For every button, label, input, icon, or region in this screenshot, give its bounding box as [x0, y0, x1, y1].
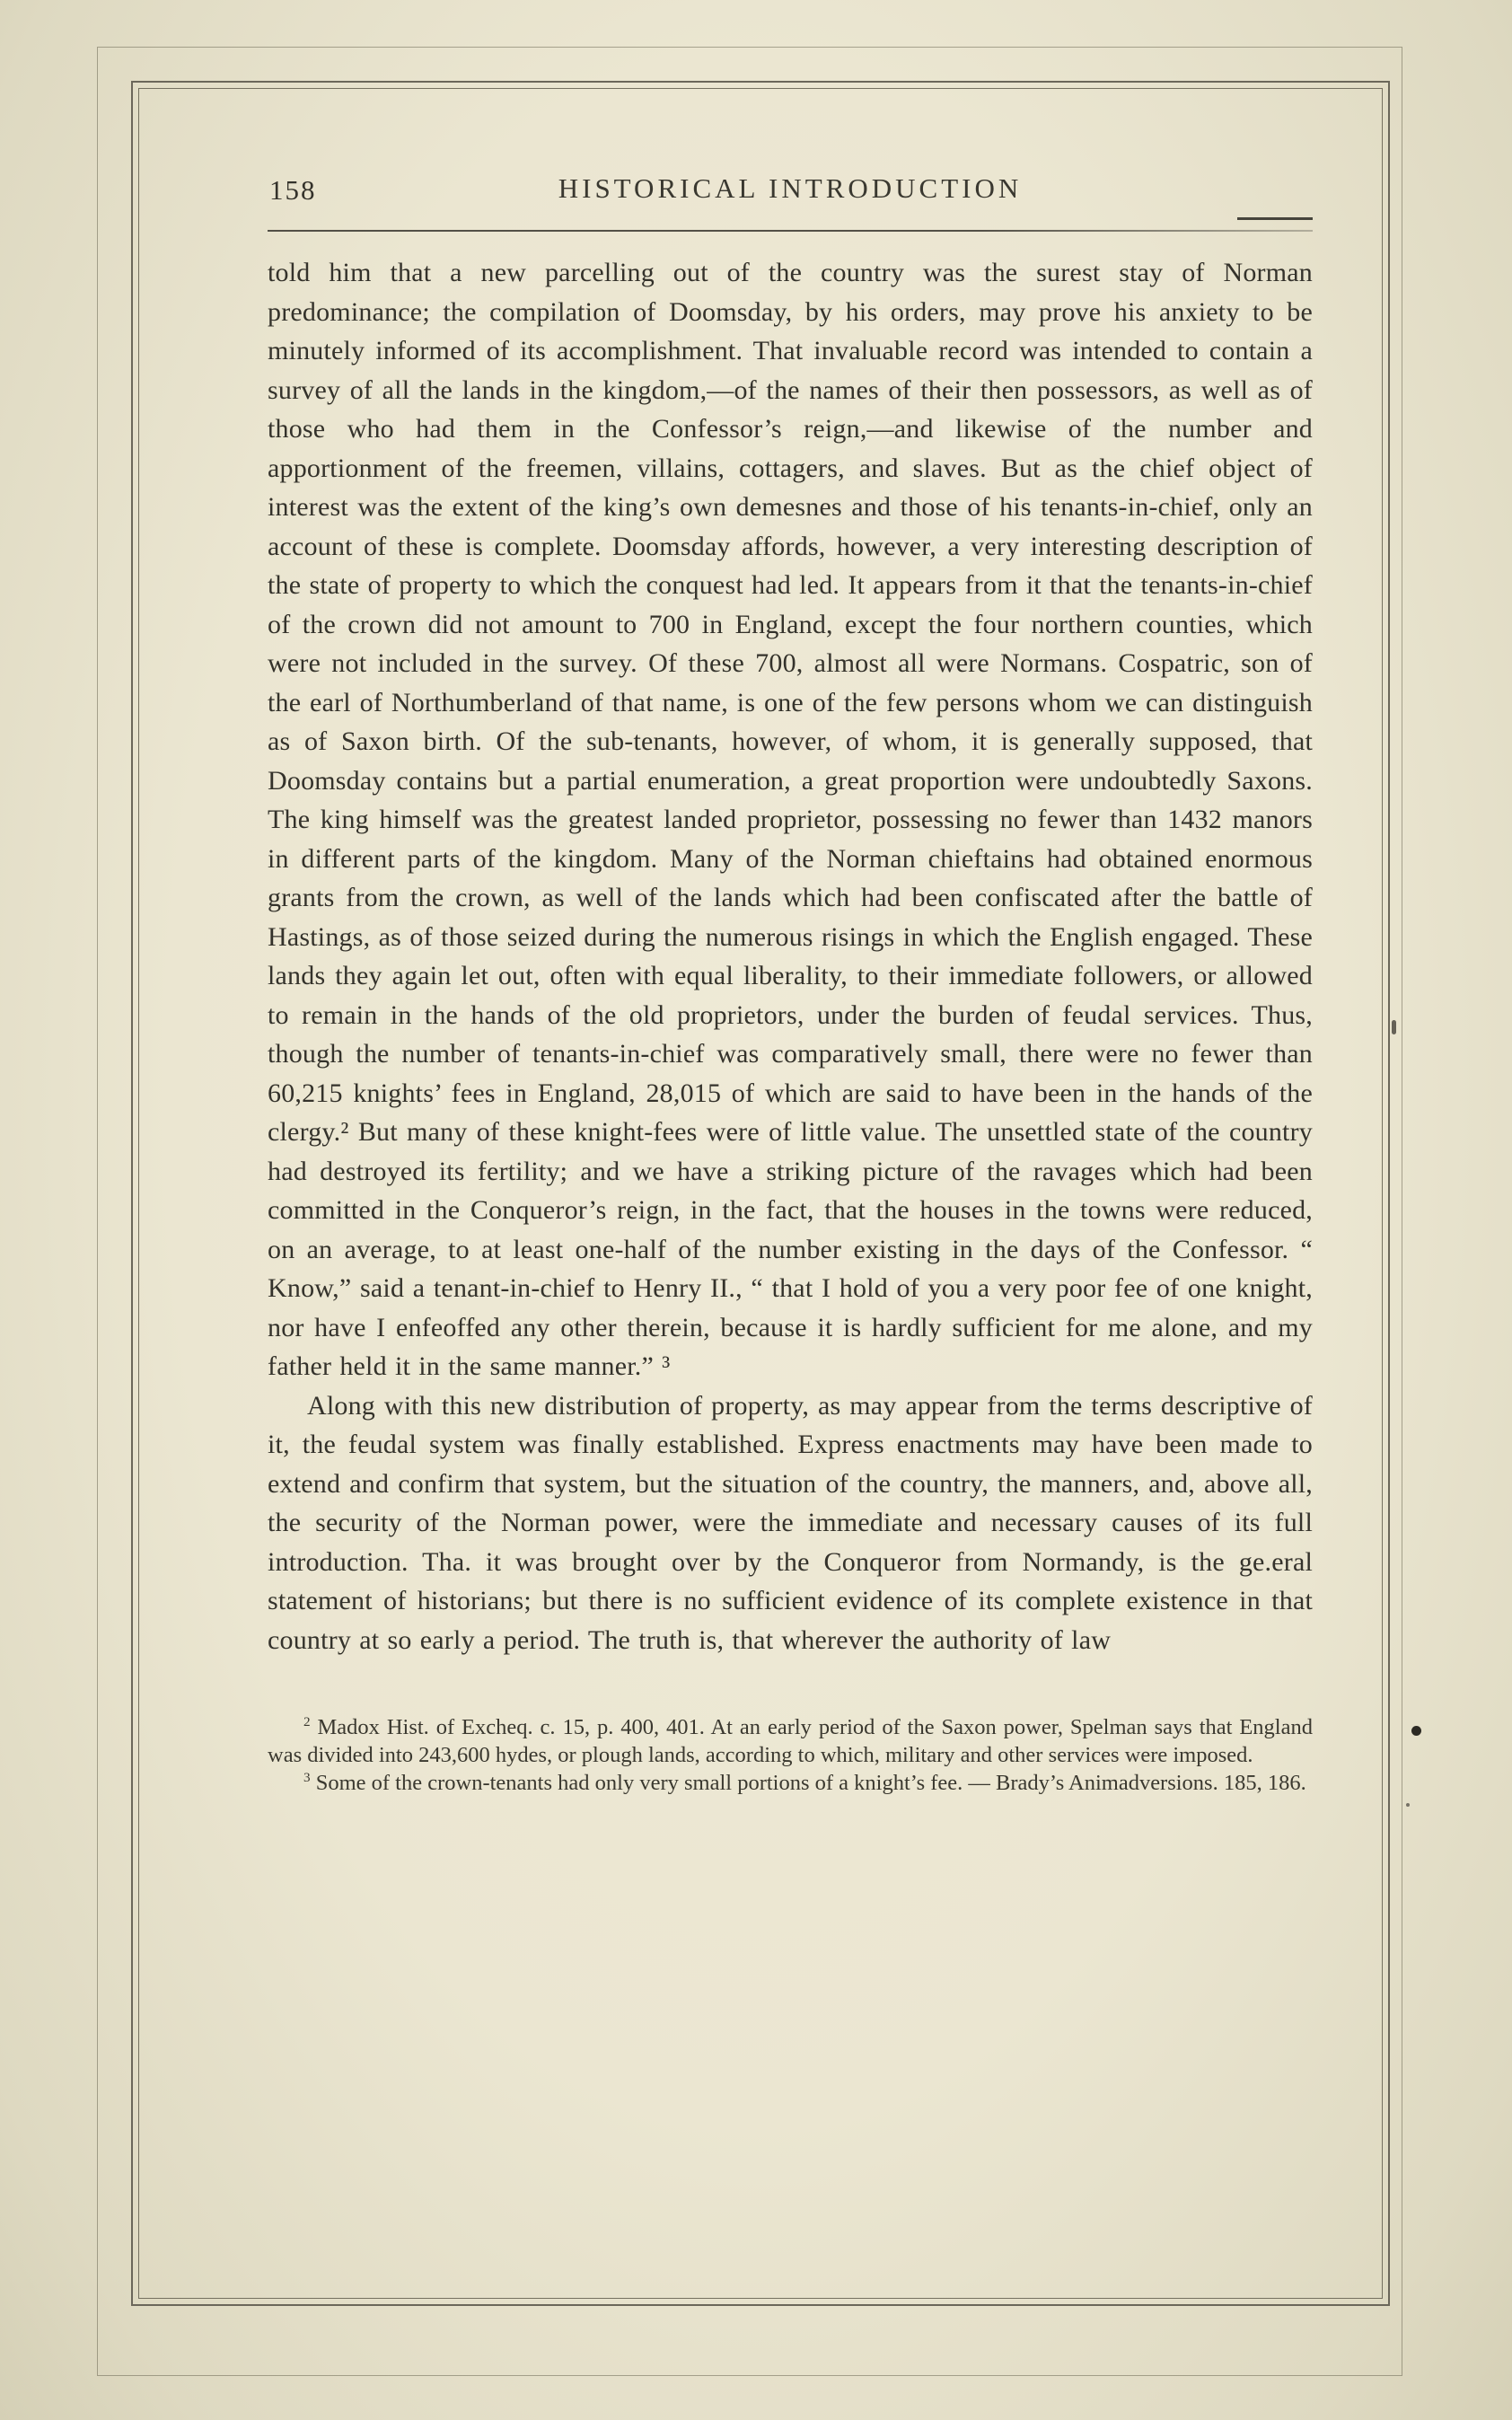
footnote-2-marker: 3 — [303, 1769, 311, 1785]
ink-speck — [1411, 1726, 1421, 1736]
footnote-1-text: Madox Hist. of Excheq. c. 15, p. 400, 401. At an early period of the Saxon power, Spelman says that England was divided into 243,600 hydes, or plough lands, according to which, military and other services were imposed. — [268, 1715, 1313, 1767]
footnotes — [268, 1713, 1313, 1797]
paragraph-2: Along with this new distribution of property, as may appear from the terms descriptive of it, the feudal system was finally established. Express enactments may have been made to extend and confirm that system, but the situation of the country, the manners, and, above all, the security of the Norman power, were the immediate and necessary causes of its full introduction. Tha. it was brought over by the Conqueror from Normandy, is the ge.eral statement of historians; but there is no sufficient evidence of its complete existence in that country at so early a period. The truth is, that wherever the authority of law — [268, 1390, 1313, 1655]
header-dash — [1237, 217, 1313, 220]
paragraph-1: told him that a new parcelling out of the country was the surest stay of Norman predominance; the compilation of Doomsday, by his orders, may prove his anxiety to be minutely informed of its accomplishment. That invaluable record was intended to contain a survey of all the lands in the kingdom,—of the names of their then possessors, as well as of those who had them in the Confessor’s reign,—and likewise of the number and apportionment of the freemen, villains, cottagers, and slaves. But as the chief object of interest was the extent of the king’s own demesnes and those of his tenants-in-chief, only an account of these is complete. Doomsday affords, however, a very interesting description of the state of property to which the conquest had led. It appears from it that the tenants-in-chief of the crown did not amount to 700 in England, except the four northern counties, which were not included in the survey. Of these 700, almost all were Normans. Cospatric, son of the earl of Northumberland of that name, is one of the few persons whom we can distinguish as of Saxon birth. Of the sub-tenants, however, of whom, it is generally supposed, that Doomsday contains but a partial enumeration, a great proportion were undoubtedly Saxons. The king himself was the greatest landed proprietor, possessing no fewer than 1432 manors in different parts of the kingdom. Many of the Norman chieftains had obtained enormous grants from the crown, as well of the lands which had been confiscated after the battle of Hastings, as of those seized during the numerous risings in which the English engaged. These lands they again let out, often with equal liberality, to their immediate followers, or allowed to remain in the hands of the old proprietors, under the burden of feudal services. Thus, though the number of tenants-in-chief was comparatively small, there were no fewer than 60,215 knights’ fees in England, 28,015 of which are said to have been in the hands of the clergy.² But many of these knight-fees were of little value. The unsettled state of the country had destroyed its fertility; and we have a striking picture of the ravages which had been committed in the Conqueror’s reign, in the fact, that the houses in the towns were reduced, on an average, to at least one-half of the number existing in the days of the Confessor. “ Know,” said a tenant-in-chief to Henry II., “ that I hold of you a very poor fee of one knight, nor have I enfeoffed any other therein, because it is hardly sufficient for me alone, and my father held it in the same manner.” ³ — [268, 258, 1313, 1381]
page-title: HISTORICAL INTRODUCTION — [558, 172, 1023, 204]
page-header — [268, 172, 1313, 217]
page-content — [268, 172, 1313, 1797]
footnote-1 — [268, 1713, 1313, 1769]
page-number: 158 — [269, 174, 317, 206]
ink-speck — [1392, 1020, 1396, 1034]
footnote-2-text: Some of the crown-tenants had only very small portions of a knight’s fee. — Brady’s Animadversions. 185, 186. — [310, 1771, 1306, 1795]
ink-speck — [1406, 1803, 1410, 1807]
header-rule — [268, 230, 1313, 232]
body-text — [268, 253, 1313, 1659]
header-rule-group — [268, 217, 1313, 237]
footnote-2 — [268, 1769, 1313, 1797]
footnote-1-marker: 2 — [303, 1713, 311, 1729]
